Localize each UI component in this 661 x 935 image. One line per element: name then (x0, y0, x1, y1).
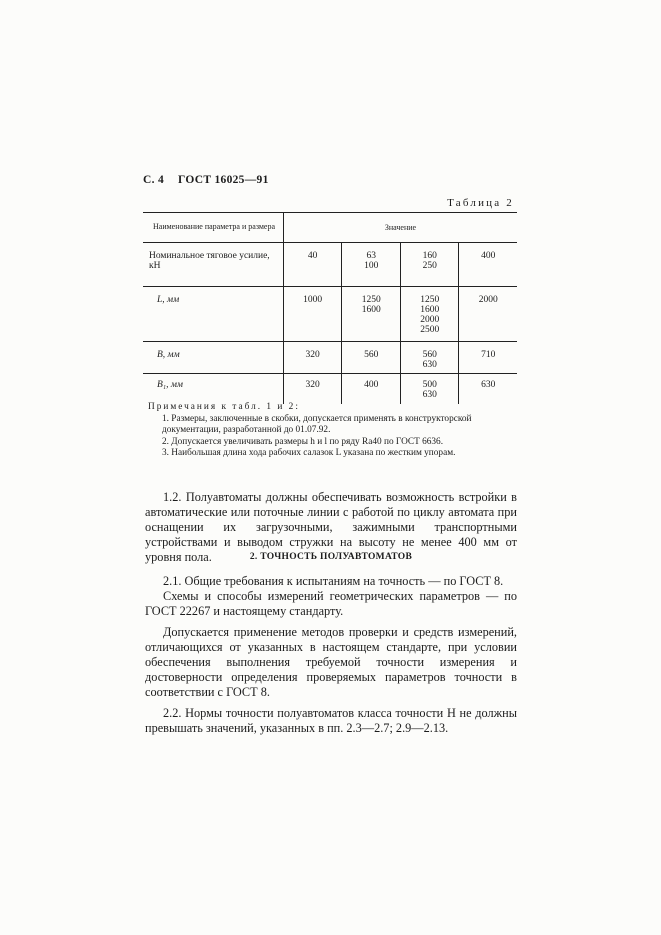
cell: 560 (342, 342, 401, 374)
cell: 560 630 (400, 342, 459, 374)
paragraph-2-1 (145, 574, 517, 736)
note-item: 1. Размеры, заключенные в скобки, допускается применять в конструкторской документации, разработанной до 01.07.92. (162, 413, 472, 435)
table-row (143, 287, 517, 342)
section-title: 2. ТОЧНОСТЬ ПОЛУАВТОМАТОВ (249, 552, 413, 562)
table-caption: Таблица 2 (447, 197, 514, 209)
table-row (143, 342, 517, 374)
cell: 400 (342, 374, 401, 405)
cell: 500 630 (400, 374, 459, 405)
cell: 320 (283, 374, 342, 405)
cell: 1250 1600 2000 2500 (400, 287, 459, 342)
cell: 630 (459, 374, 517, 405)
standard-number: ГОСТ 16025—91 (178, 174, 269, 186)
cell: 320 (283, 342, 342, 374)
row-name: B₁, мм (143, 374, 283, 405)
col-value-header: Значение (283, 213, 517, 243)
cell: 160 250 (400, 243, 459, 287)
paragraph-text: 1.2. Полуавтоматы должны обеспечивать возможность встройки в автоматические или поточные линии с работой по циклу автомата при оснащении их загрузочными, зажимными транспортными устройствами и выводом стружки на высоту не менее 400 мм от уровня пола. (145, 490, 517, 564)
page-header (143, 174, 269, 186)
cell: 63 100 (342, 243, 401, 287)
paragraph-text: Допускается применение методов проверки и средств измерений, отличающихся от указанных в настоящем стандарте, при условии обеспечения выполнения требуемой точности измерения и достоверности определения проверяемых параметров точности в соответствии с ГОСТ 8. (145, 625, 517, 699)
cell: 2000 (459, 287, 517, 342)
paragraph-text: 2.2. Нормы точности полуавтоматов класса точности Н не должны превышать значений, указанных в пп. 2.3—2.7; 2.9—2.13. (145, 706, 517, 735)
table-header-row (143, 213, 517, 243)
cell: 710 (459, 342, 517, 374)
paragraph-text: 2.1. Общие требования к испытаниям на точность — по ГОСТ 8. (163, 574, 504, 588)
col-name-header: Наименование параметра и размера (143, 213, 283, 243)
page-number: С. 4 (143, 174, 165, 186)
table-notes (148, 402, 518, 460)
cell: 1000 (283, 287, 342, 342)
row-name: Номинальное тяговое усилие, кН (149, 251, 270, 271)
note-item: 3. Наибольшая длина хода рабочих салазок L указана по жестким упорам. (162, 448, 456, 458)
notes-title: Примечания к табл. 1 и 2: (148, 402, 300, 412)
row-name: B, мм (143, 342, 283, 374)
paragraph-text: Схемы и способы измерений геометрических параметров — по ГОСТ 22267 и настоящему стандарту. (145, 589, 517, 618)
parameters-table (143, 212, 517, 404)
note-item: 2. Допускается увеличивать размеры h и l по ряду Ra40 по ГОСТ 6636. (162, 436, 444, 447)
table-row (143, 374, 517, 405)
cell: 400 (459, 243, 517, 287)
table-row (143, 243, 517, 287)
row-name: L, мм (143, 287, 283, 342)
cell: 40 (283, 243, 342, 287)
cell: 1250 1600 (342, 287, 401, 342)
